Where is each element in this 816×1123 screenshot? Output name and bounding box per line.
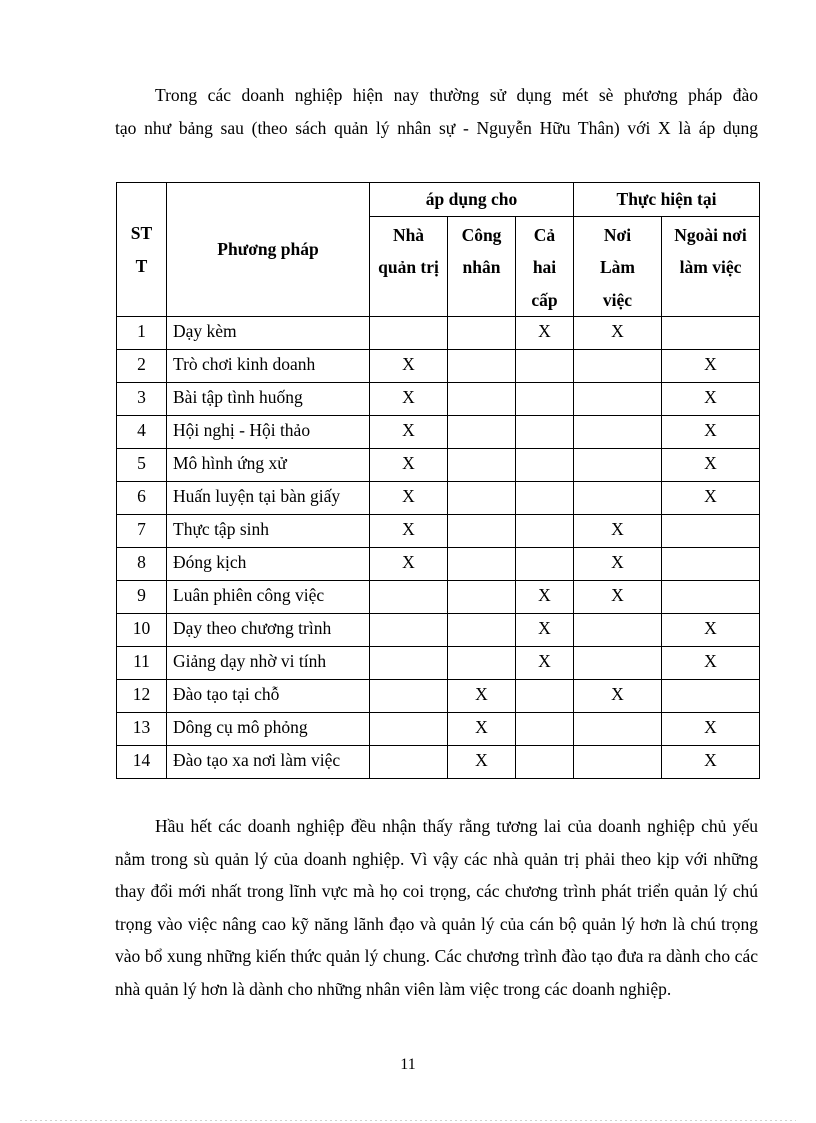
- table-row: [117, 383, 760, 416]
- page-bottom-rule: [20, 1120, 796, 1121]
- row-method: Dạy theo chương trình: [167, 614, 370, 647]
- row-mark-workers: [448, 317, 516, 350]
- row-mark-at-work: X: [574, 548, 662, 581]
- row-mark-off-work: [662, 317, 760, 350]
- row-mark-managers: X: [370, 482, 448, 515]
- row-mark-both: [516, 383, 574, 416]
- row-method: Hội nghị - Hội thảo: [167, 416, 370, 449]
- row-mark-managers: [370, 746, 448, 779]
- row-mark-both: [516, 746, 574, 779]
- row-mark-at-work: [574, 449, 662, 482]
- row-mark-at-work: [574, 482, 662, 515]
- intro-line-2: tạo như bảng sau (theo sách quản lý nhân sự - Nguyễn Hữu Thân) với X là áp dụng: [115, 117, 758, 138]
- row-mark-managers: [370, 680, 448, 713]
- row-mark-both: [516, 515, 574, 548]
- row-mark-both: [516, 713, 574, 746]
- row-mark-off-work: [662, 680, 760, 713]
- page-number: 11: [400, 1056, 416, 1073]
- row-mark-off-work: [662, 548, 760, 581]
- row-mark-at-work: [574, 416, 662, 449]
- header-row-groups: [117, 183, 760, 217]
- row-method: Đóng kịch: [167, 548, 370, 581]
- row-mark-workers: [448, 449, 516, 482]
- row-method: Đào tạo xa nơi làm việc: [167, 746, 370, 779]
- row-stt: 2: [117, 350, 167, 383]
- row-stt: 13: [117, 713, 167, 746]
- table-row: [117, 548, 760, 581]
- row-mark-workers: [448, 482, 516, 515]
- row-mark-off-work: X: [662, 482, 760, 515]
- table-row: [117, 581, 760, 614]
- row-stt: 3: [117, 383, 167, 416]
- row-mark-both: X: [516, 647, 574, 680]
- row-mark-both: [516, 449, 574, 482]
- header-off-workplace: Ngoài nơi làm việc: [662, 216, 760, 317]
- table-row: [117, 713, 760, 746]
- row-mark-managers: X: [370, 383, 448, 416]
- row-mark-workers: X: [448, 713, 516, 746]
- row-mark-at-work: X: [574, 515, 662, 548]
- header-method: Phương pháp: [167, 183, 370, 317]
- table-body: [117, 317, 760, 779]
- row-mark-both: X: [516, 317, 574, 350]
- row-mark-managers: [370, 317, 448, 350]
- row-method: Luân phiên công việc: [167, 581, 370, 614]
- row-mark-workers: [448, 614, 516, 647]
- row-mark-off-work: [662, 515, 760, 548]
- row-method: Dông cụ mô phỏng: [167, 713, 370, 746]
- row-mark-managers: X: [370, 416, 448, 449]
- row-mark-both: X: [516, 581, 574, 614]
- table-row: [117, 482, 760, 515]
- row-mark-off-work: X: [662, 614, 760, 647]
- row-mark-off-work: X: [662, 350, 760, 383]
- row-mark-at-work: [574, 647, 662, 680]
- row-stt: 14: [117, 746, 167, 779]
- row-mark-managers: X: [370, 548, 448, 581]
- row-method: Mô hình ứng xử: [167, 449, 370, 482]
- row-mark-workers: [448, 548, 516, 581]
- row-mark-workers: X: [448, 746, 516, 779]
- row-mark-off-work: X: [662, 449, 760, 482]
- table-row: [117, 317, 760, 350]
- header-stt: ST T: [117, 183, 167, 317]
- row-stt: 1: [117, 317, 167, 350]
- row-mark-off-work: X: [662, 416, 760, 449]
- row-mark-at-work: [574, 746, 662, 779]
- row-mark-both: [516, 482, 574, 515]
- training-methods-table: [116, 182, 760, 779]
- row-mark-both: [516, 680, 574, 713]
- row-mark-managers: [370, 614, 448, 647]
- row-mark-managers: X: [370, 350, 448, 383]
- row-mark-workers: [448, 581, 516, 614]
- row-mark-off-work: [662, 581, 760, 614]
- row-mark-both: [516, 350, 574, 383]
- row-stt: 4: [117, 416, 167, 449]
- row-method: Trò chơi kinh doanh: [167, 350, 370, 383]
- row-mark-workers: X: [448, 680, 516, 713]
- intro-paragraph: [115, 79, 758, 144]
- row-mark-at-work: [574, 614, 662, 647]
- row-method: Giảng dạy nhờ vi tính: [167, 647, 370, 680]
- row-mark-workers: [448, 416, 516, 449]
- row-mark-managers: X: [370, 449, 448, 482]
- row-mark-off-work: X: [662, 383, 760, 416]
- row-mark-both: X: [516, 614, 574, 647]
- header-both: Cả hai cấp: [516, 216, 574, 317]
- row-method: Bài tập tình huống: [167, 383, 370, 416]
- row-stt: 10: [117, 614, 167, 647]
- row-mark-at-work: X: [574, 680, 662, 713]
- table-row: [117, 680, 760, 713]
- row-method: Thực tập sinh: [167, 515, 370, 548]
- table-row: [117, 416, 760, 449]
- row-mark-managers: [370, 647, 448, 680]
- row-mark-at-work: [574, 383, 662, 416]
- table-row: [117, 614, 760, 647]
- table-row: [117, 647, 760, 680]
- row-mark-both: [516, 548, 574, 581]
- header-performed-at: Thực hiện tại: [574, 183, 760, 217]
- row-mark-off-work: X: [662, 713, 760, 746]
- row-mark-at-work: [574, 713, 662, 746]
- table-row: [117, 449, 760, 482]
- row-mark-at-work: [574, 350, 662, 383]
- row-stt: 11: [117, 647, 167, 680]
- row-stt: 12: [117, 680, 167, 713]
- row-mark-managers: [370, 581, 448, 614]
- row-method: Huấn luyện tại bàn giấy: [167, 482, 370, 515]
- table-row: [117, 515, 760, 548]
- row-stt: 8: [117, 548, 167, 581]
- row-mark-off-work: X: [662, 647, 760, 680]
- row-mark-both: [516, 416, 574, 449]
- row-stt: 6: [117, 482, 167, 515]
- row-mark-at-work: X: [574, 581, 662, 614]
- row-stt: 7: [117, 515, 167, 548]
- table-row: [117, 746, 760, 779]
- row-mark-workers: [448, 515, 516, 548]
- row-mark-workers: [448, 350, 516, 383]
- row-mark-workers: [448, 383, 516, 416]
- row-method: Dạy kèm: [167, 317, 370, 350]
- row-mark-workers: [448, 647, 516, 680]
- row-mark-off-work: X: [662, 746, 760, 779]
- header-managers: Nhà quản trị: [370, 216, 448, 317]
- intro-line-1: Trong các doanh nghiệp hiện nay thường sử dụng mét sè phương pháp đào: [155, 85, 758, 105]
- row-mark-managers: X: [370, 515, 448, 548]
- header-workers: Công nhân: [448, 216, 516, 317]
- row-mark-at-work: X: [574, 317, 662, 350]
- row-method: Đào tạo tại chỗ: [167, 680, 370, 713]
- closing-paragraph: Hầu hết các doanh nghiệp đều nhận thấy rằng tương lai của doanh nghiệp chủ yếu nằm trong sù quản lý của doanh nghiệp. Vì vậy các nhà quản trị phải theo kịp với những thay đổi mới nhất trong lĩnh vực mà họ coi trọng, các chương trình phát triển quản lý chú trọng vào việc nâng cao kỹ năng lãnh đạo và quản lý của cán bộ quản lý hơn là chú trọng vào bổ xung những kiến thức quản lý chung. Các chương trình đào tạo đưa ra dành cho các nhà quản lý hơn là dành cho những nhân viên làm việc trong các doanh nghiệp.: [115, 816, 758, 999]
- header-at-workplace: Nơi Làm việc: [574, 216, 662, 317]
- row-stt: 5: [117, 449, 167, 482]
- row-mark-managers: [370, 713, 448, 746]
- table-row: [117, 350, 760, 383]
- row-stt: 9: [117, 581, 167, 614]
- header-applies-to: áp dụng cho: [370, 183, 574, 217]
